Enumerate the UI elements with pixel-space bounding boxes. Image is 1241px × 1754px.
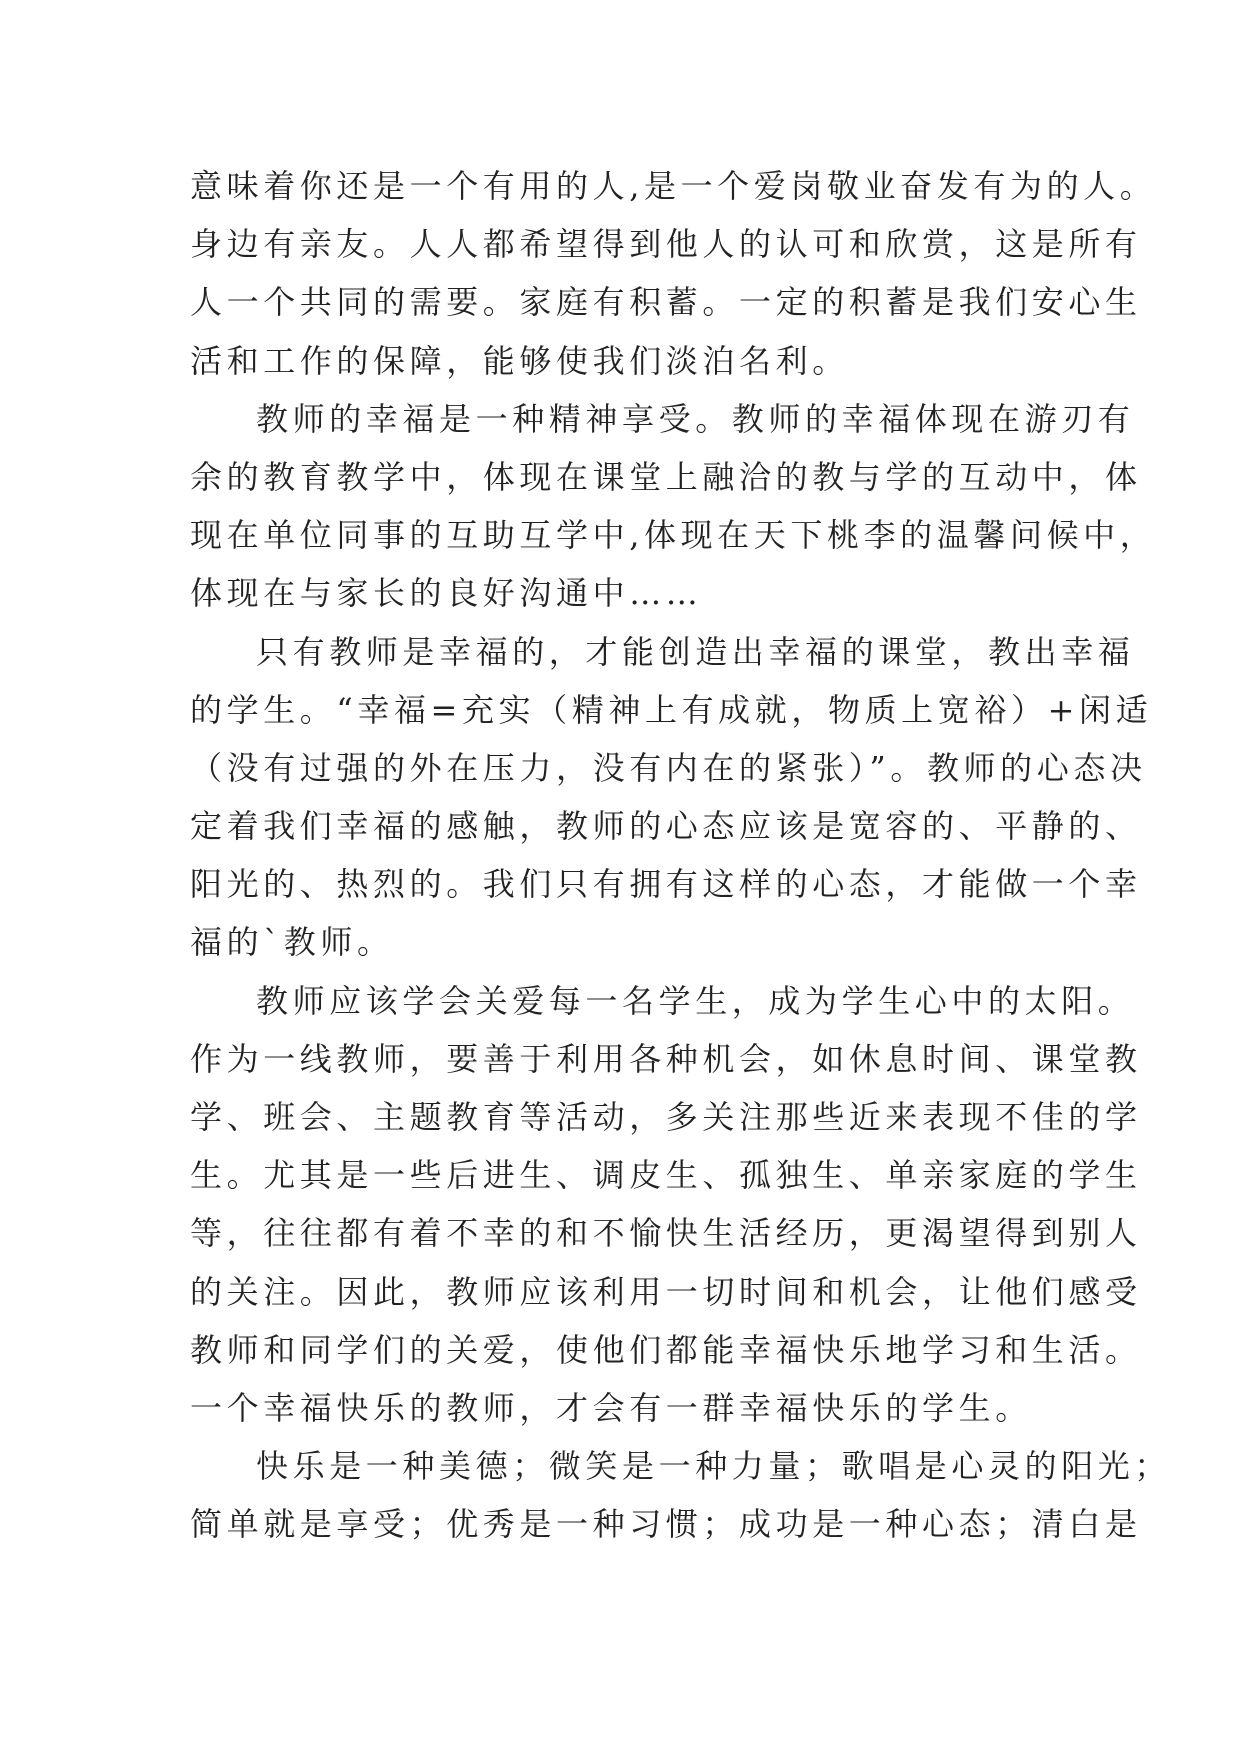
paragraph-first-line: 教师的幸福是一种精神享受。教师的幸福体现在游刃有: [256, 399, 1135, 438]
text-line: 身边有亲友。人人都希望得到他人的认可和欣赏，这是所有: [190, 225, 1142, 264]
text-line: 余的教育教学中，体现在课堂上融洽的教与学的互动中，体: [190, 457, 1142, 496]
body-text: [190, 157, 1172, 1554]
text-line: 人一个共同的需要。家庭有积蓄。一定的积蓄是我们安心生: [190, 283, 1142, 322]
text-line: 的关注。因此，教师应该利用一切时间和机会，让他们感受: [190, 1272, 1142, 1311]
text-line: 一个幸福快乐的教师，才会有一群幸福快乐的学生。: [190, 1388, 1032, 1427]
text-line: 学、班会、主题教育等活动，多关注那些近来表现不佳的学: [190, 1098, 1142, 1136]
text-line: 定着我们幸福的感触，教师的心态应该是宽容的、平静的、: [190, 807, 1142, 846]
text-line: 作为一线教师，要善于利用各种机会，如休息时间、课堂教: [190, 1039, 1142, 1078]
text-line: 的学生。“幸福=充实（精神上有成就，物质上宽裕）+闲适: [190, 690, 1153, 729]
paragraph-first-line: 快乐是一种美德；微笑是一种力量；歌唱是心灵的阳光；: [256, 1447, 1172, 1486]
text-line: 生。尤其是一些后进生、调皮生、孤独生、单亲家庭的学生: [190, 1156, 1142, 1195]
paragraph-first-line: 只有教师是幸福的，才能创造出幸福的课堂，教出幸福: [256, 632, 1135, 671]
text-line: 体现在与家长的良好沟通中……: [190, 574, 703, 613]
text-line: 等，往往都有着不幸的和不愉快生活经历，更渴望得到别人: [190, 1214, 1142, 1253]
text-line: 活和工作的保障，能够使我们淡泊名利。: [190, 341, 849, 380]
paragraph-first-line: 教师应该学会关爱每一名学生，成为学生心中的太阳。: [256, 981, 1135, 1020]
text-line: 意味着你还是一个有用的人,是一个爱岗敬业奋发有为的人。: [190, 167, 1157, 205]
text-line: 教师和同学们的关爱，使他们都能幸福快乐地学习和生活。: [190, 1330, 1142, 1369]
text-line: （没有过强的外在压力，没有内在的紧张）”。教师的心态决: [190, 748, 1147, 787]
text-line: 福的`教师。: [190, 923, 394, 962]
text-line: 阳光的、热烈的。我们只有拥有这样的心态，才能做一个幸: [190, 865, 1142, 904]
text-line: 简单就是享受；优秀是一种习惯；成功是一种心态；清白是: [190, 1505, 1142, 1544]
text-line: 现在单位同事的互助互学中,体现在天下桃李的温馨问候中，: [190, 516, 1157, 555]
